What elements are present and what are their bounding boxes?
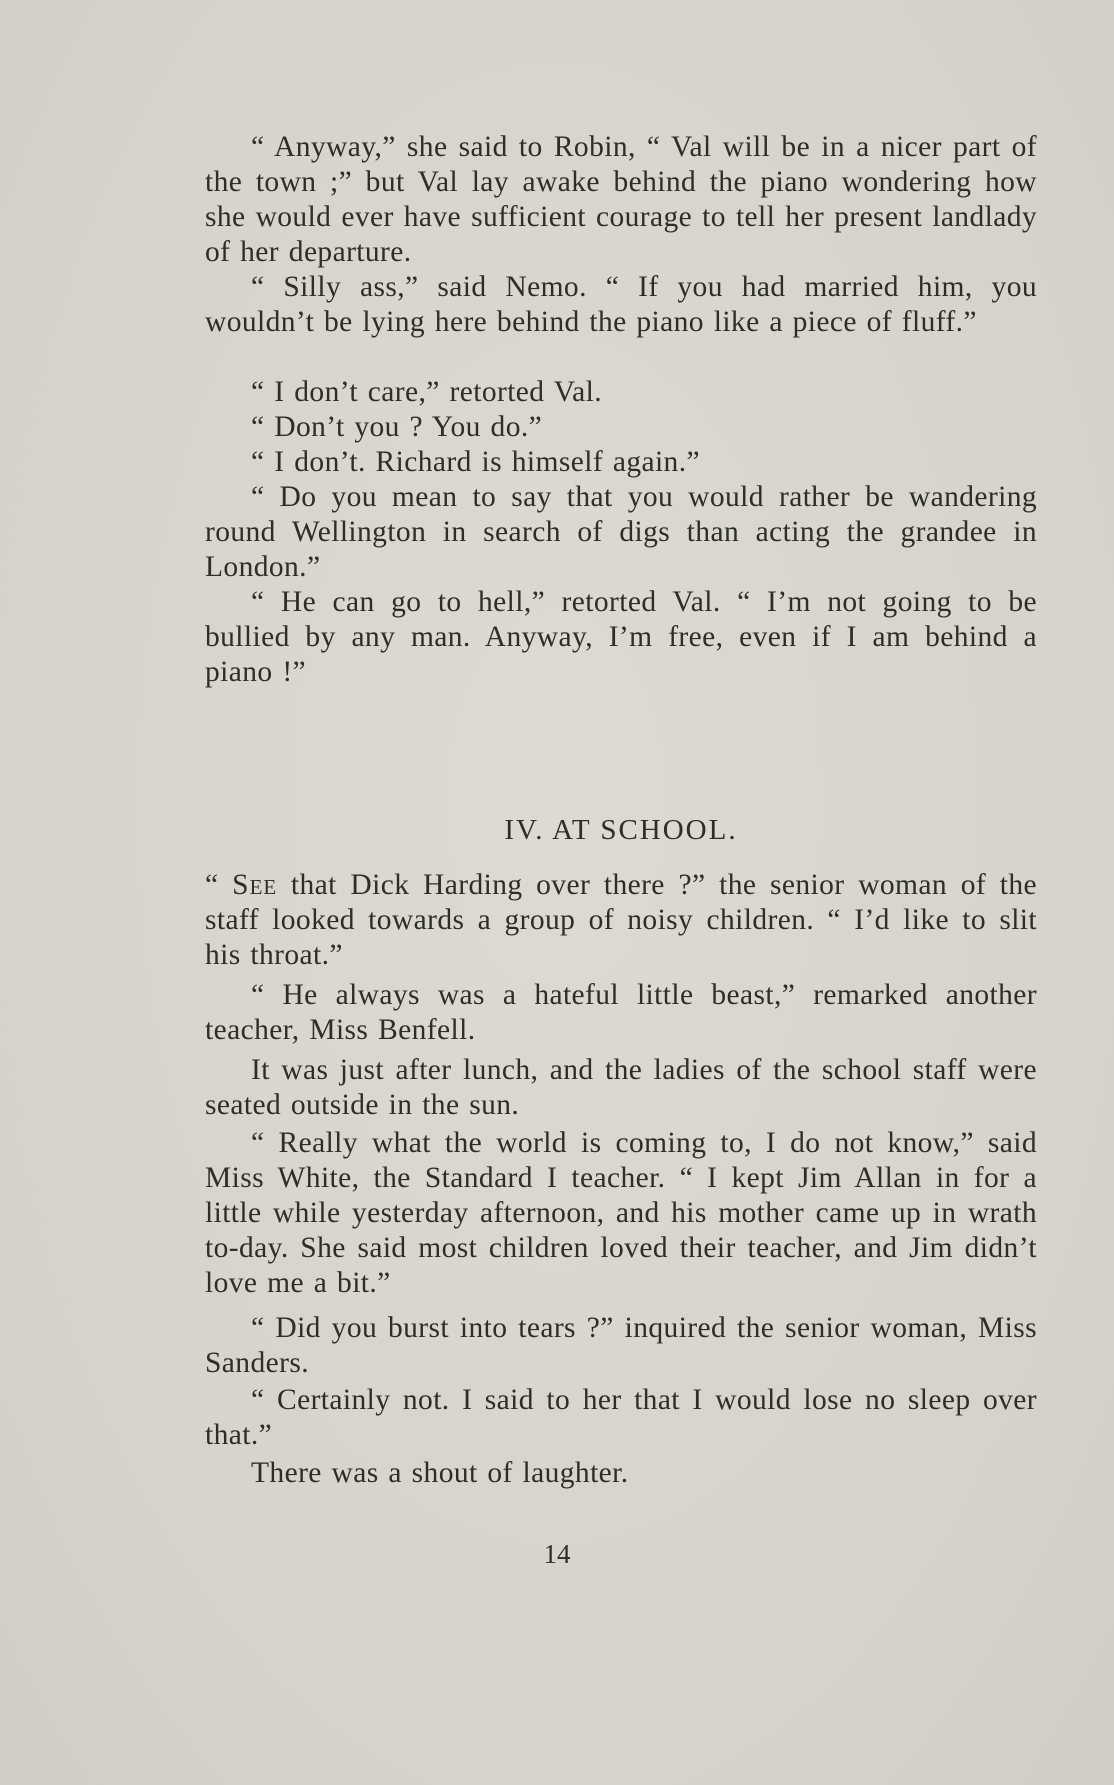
opening-quote: “	[205, 869, 233, 901]
paragraph: “ He can go to hell,” retorted Val. “ I’m not going to be bullied by any man. Anyway, I’m free, even if I am behind a piano !”	[205, 586, 1037, 688]
opening-paragraph-rest: that Dick Harding over there ?” the senior woman of the staff looked towards a group of noisy children. “ I’d like to slit his throat.”	[205, 869, 1037, 971]
paragraph: “ Don’t you ? You do.”	[251, 411, 543, 443]
opening-paragraph	[205, 868, 1037, 973]
paragraph: “ I don’t. Richard is himself again.”	[251, 446, 700, 478]
paragraph: “ Anyway,” she said to Robin, “ Val will be in a nicer part of the town ;” but Val lay awake behind the piano wondering how she would ever have sufficient courage to tell her present landlady of her departure.	[205, 131, 1037, 268]
chapter-heading: IV. AT SCHOOL.	[504, 814, 738, 846]
paragraph: “ Did you burst into tears ?” inquired the senior woman, Miss Sanders.	[205, 1312, 1037, 1379]
paragraph: “ Certainly not. I said to her that I would lose no sleep over that.”	[205, 1384, 1037, 1451]
paragraph: “ He always was a hateful little beast,” remarked another teacher, Miss Benfell.	[205, 979, 1037, 1046]
paragraph: It was just after lunch, and the ladies of the school staff were seated outside in the sun.	[205, 1054, 1037, 1121]
opening-word: See	[232, 869, 278, 901]
paragraph: “ Do you mean to say that you would rather be wandering round Wellington in search of digs than acting the grandee in London.”	[205, 481, 1037, 583]
page-number: 14	[543, 1539, 571, 1569]
paragraph: “ I don’t care,” retorted Val.	[251, 376, 602, 408]
paragraph: There was a shout of laughter.	[251, 1457, 629, 1489]
paragraph: “ Really what the world is coming to, I do not know,” said Miss White, the Standard I teacher. “ I kept Jim Allan in for a little while yesterday afternoon, and his mother came up in wrath to-day. She said most children loved their teacher, and Jim didn’t love me a bit.”	[205, 1127, 1037, 1299]
paragraph: “ Silly ass,” said Nemo. “ If you had married him, you wouldn’t be lying here behind the piano like a piece of fluff.”	[205, 271, 1037, 338]
